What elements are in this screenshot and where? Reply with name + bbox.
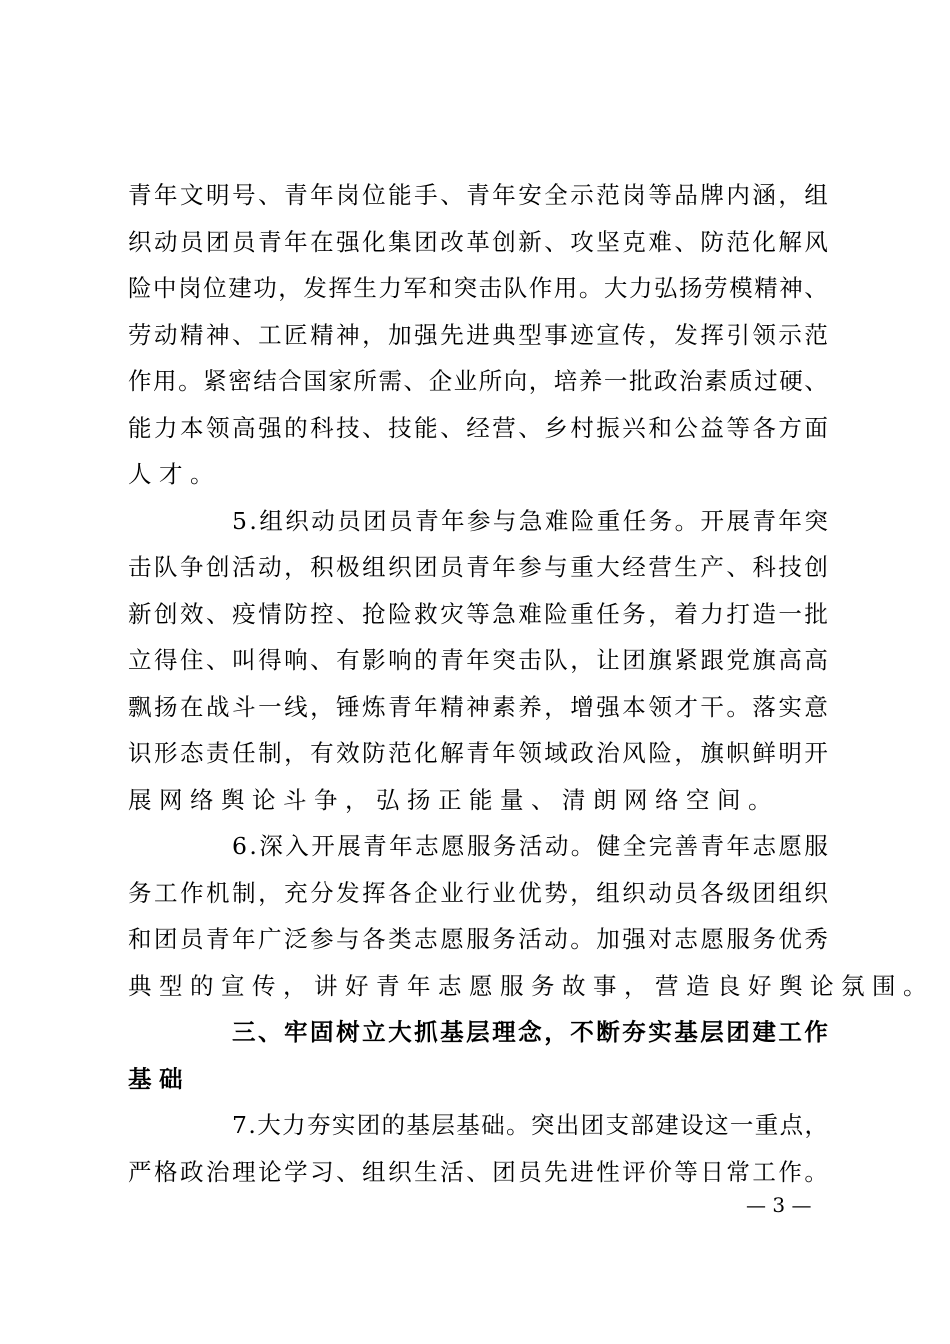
- paragraph-line: 务 工 作 机 制 ， 充 分 发 挥 各 企 业 行 业 优 势 ， 组 织 动 员 各 级 团 组 织: [128, 878, 828, 907]
- paragraph-line: 劳 动 精 神 、 工 匠 精 神 ， 加 强 先 进 典 型 事 迹 宣 传 ， 发 挥 引 领 示 范: [128, 320, 828, 349]
- paragraph-line: 6 . 深 入 开 展 青 年 志 愿 服 务 活 动 。 健 全 完 善 青 年 志 愿 服: [232, 832, 828, 860]
- paragraph-line: 人才。: [128, 460, 221, 488]
- document-body: [128, 172, 934, 1195]
- paragraph-line: 织 动 员 团 员 青 年 在 强 化 集 团 改 革 创 新 、 攻 坚 克 难 、 防 范 化 解 风: [128, 227, 828, 256]
- paragraph-line: 典型的宣传，讲好青年志愿服务故事，营造良好舆论氛围。: [128, 971, 934, 1000]
- paragraph-line: 识 形 态 责 任 制 ， 有 效 防 范 化 解 青 年 领 域 政 治 风 险 ， 旗 帜 鲜 明 开: [128, 739, 828, 767]
- section-heading: 三 、 牢 固 树 立 大 抓 基 层 理 念 ， 不 断 夯 实 基 层 团 建 工 作: [232, 1018, 828, 1046]
- paragraph-line: 和 团 员 青 年 广 泛 参 与 各 类 志 愿 服 务 活 动 。 加 强 对 志 愿 服 务 优 秀: [128, 925, 828, 953]
- page-number: — 3 —: [746, 1193, 812, 1217]
- paragraph-line: 7 . 大 力 夯 实 团 的 基 层 基 础 。 突 出 团 支 部 建 设 这 一 重 点 ，: [232, 1111, 828, 1139]
- paragraph-line: 5 . 组 织 动 员 团 员 青 年 参 与 急 难 险 重 任 务 。 开 展 青 年 突: [232, 506, 828, 535]
- paragraph-line: 新 创 效 、 疫 情 防 控 、 抢 险 救 灾 等 急 难 险 重 任 务 ， 着 力 打 造 一 批: [128, 599, 828, 628]
- paragraph-line: 能 力 本 领 高 强 的 科 技 、 技 能 、 经 营 、 乡 村 振 兴 和 公 益 等 各 方 面: [128, 413, 828, 442]
- paragraph-line: 击 队 争 创 活 动 ， 积 极 组 织 团 员 青 年 参 与 重 大 经 营 生 产 、 科 技 创: [128, 553, 828, 581]
- paragraph-line: 展网络舆论斗争，弘扬正能量、清朗网络空间。: [128, 785, 779, 814]
- paragraph-line: 作 用 。 紧 密 结 合 国 家 所 需 、 企 业 所 向 ， 培 养 一 批 政 治 素 质 过 硬 、: [128, 367, 828, 395]
- paragraph-line: 飘 扬 在 战 斗 一 线 ， 锤 炼 青 年 精 神 素 养 ， 增 强 本 领 才 干 。 落 实 意: [128, 692, 828, 721]
- paragraph-line: 青 年 文 明 号 、 青 年 岗 位 能 手 、 青 年 安 全 示 范 岗 等 品 牌 内 涵 ， 组: [128, 181, 828, 209]
- paragraph-line: 险 中 岗 位 建 功 ， 发 挥 生 力 军 和 突 击 队 作 用 。 大 力 弘 扬 劳 模 精 神 、: [128, 274, 828, 302]
- paragraph-line: 立 得 住 、 叫 得 响 、 有 影 响 的 青 年 突 击 队 ， 让 团 旗 紧 跟 党 旗 高 高: [128, 646, 828, 674]
- paragraph-line: 严 格 政 治 理 论 学 习 、 组 织 生 活 、 团 员 先 进 性 评 价 等 日 常 工 作 。: [128, 1157, 828, 1186]
- section-heading: 基础: [128, 1064, 190, 1093]
